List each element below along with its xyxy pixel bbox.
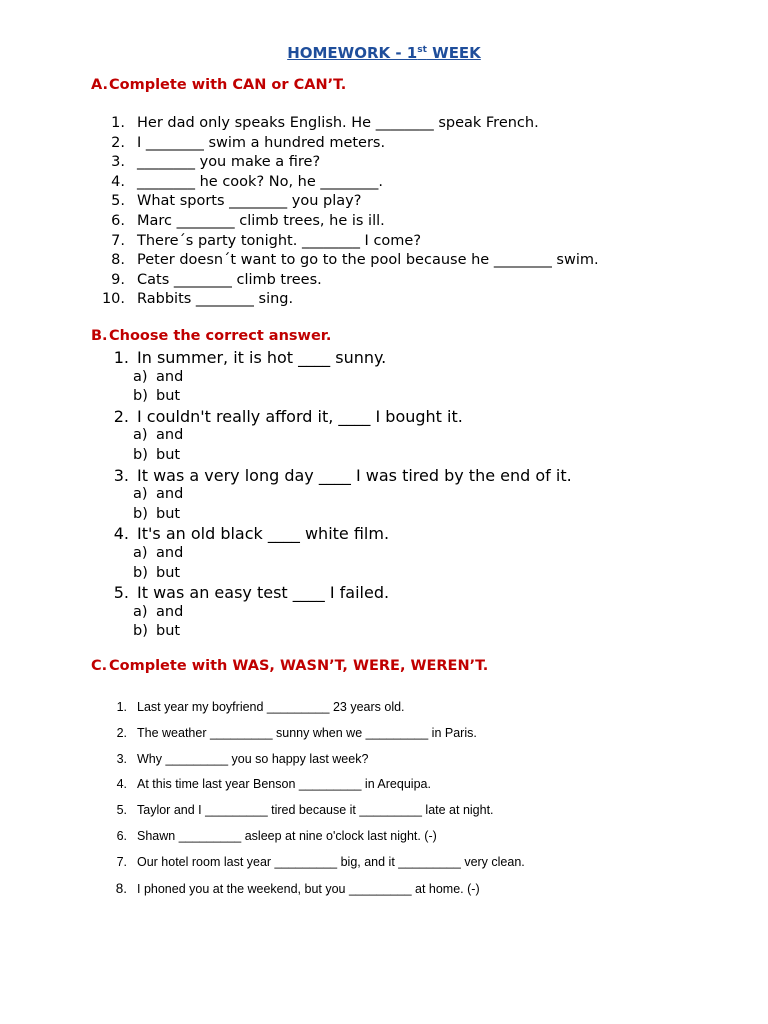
item-text: There´s party tonight. ________ I come? — [137, 232, 422, 249]
title-superscript: st — [417, 45, 427, 55]
list-item — [100, 232, 599, 252]
option-label: b) — [133, 388, 148, 405]
option-label: b) — [133, 446, 148, 463]
item-number: 3. — [116, 751, 127, 766]
question-item — [100, 524, 572, 544]
item-text: Marc ________ climb trees, he is ill. — [137, 212, 385, 229]
list-item — [100, 134, 599, 154]
title-main: HOMEWORK - 1 — [287, 44, 418, 62]
item-number: 5. — [116, 803, 127, 818]
answer-option — [100, 446, 572, 466]
question-item — [100, 407, 572, 427]
option-label: a) — [133, 368, 148, 385]
question-number: 4. — [113, 524, 129, 544]
question-text: It was a very long day ____ I was tired by the end of it. — [137, 465, 572, 485]
item-number: 1. — [116, 700, 127, 714]
option-label: b) — [133, 505, 148, 522]
section-a-heading — [91, 77, 346, 93]
option-text: but — [156, 446, 181, 463]
list-item — [100, 290, 599, 310]
option-text: and — [156, 603, 184, 620]
item-number: 7. — [111, 232, 125, 249]
question-text: It was an easy test ____ I failed. — [137, 583, 390, 603]
option-label: a) — [133, 544, 148, 561]
item-number: 9. — [111, 271, 125, 288]
item-text: At this time last year Benson _________ in Arequipa. — [137, 777, 431, 792]
list-item — [100, 251, 599, 271]
question-text: It's an old black ____ white film. — [137, 524, 390, 544]
list-item — [100, 153, 599, 173]
item-number: 1. — [111, 115, 125, 131]
item-text: Her dad only speaks English. He ________ speak French. — [137, 115, 539, 131]
item-text: The weather _________ sunny when we _________ in Paris. — [137, 725, 477, 740]
list-item — [100, 824, 525, 850]
page-title — [0, 44, 768, 62]
item-number: 6. — [116, 828, 127, 843]
list-item — [100, 721, 525, 747]
list-item — [100, 192, 599, 212]
item-text: Shawn _________ asleep at nine o'clock last night. (-) — [137, 828, 437, 843]
section-c-letter: C. — [91, 658, 108, 674]
item-text: ________ you make a fire? — [137, 154, 321, 171]
section-c-list — [100, 695, 525, 901]
section-a-letter: A. — [91, 77, 108, 93]
answer-option — [100, 564, 572, 584]
item-number: 10. — [101, 291, 125, 308]
question-number: 3. — [113, 465, 129, 485]
option-text: but — [156, 623, 181, 640]
list-item — [100, 212, 599, 232]
list-item — [100, 747, 525, 773]
item-text: Rabbits ________ sing. — [137, 291, 294, 308]
answer-option — [100, 368, 572, 388]
item-number: 7. — [116, 854, 127, 869]
item-number: 8. — [111, 252, 125, 269]
section-b-list — [100, 348, 572, 642]
item-number: 4. — [116, 777, 127, 792]
list-item — [100, 114, 599, 134]
item-text: I ________ swim a hundred meters. — [137, 134, 386, 151]
list-item — [100, 695, 525, 721]
section-a-title: Complete with CAN or CAN’T. — [109, 77, 347, 93]
answer-option — [100, 387, 572, 407]
item-text: What sports ________ you play? — [137, 193, 362, 210]
question-item — [100, 466, 572, 486]
list-item — [100, 876, 525, 902]
option-text: and — [156, 544, 184, 561]
item-number: 6. — [111, 212, 125, 229]
item-number: 2. — [111, 134, 125, 151]
list-item — [100, 798, 525, 824]
item-text: Cats ________ climb trees. — [137, 271, 322, 288]
item-number: 3. — [111, 154, 125, 171]
question-number: 5. — [113, 583, 129, 603]
list-item — [100, 173, 599, 193]
option-label: a) — [133, 603, 148, 620]
section-a-list — [100, 114, 599, 310]
item-text: Our hotel room last year _________ big, and it _________ very clean. — [137, 854, 525, 869]
list-item — [100, 850, 525, 876]
option-label: a) — [133, 427, 148, 444]
list-item — [100, 271, 599, 291]
section-b-heading — [91, 328, 331, 344]
answer-option — [100, 622, 572, 642]
item-text: Why _________ you so happy last week? — [137, 751, 369, 766]
item-text: Taylor and I _________ tired because it _________ late at night. — [137, 803, 494, 818]
item-text: Peter doesn´t want to go to the pool because he ________ swim. — [137, 252, 599, 269]
item-number: 8. — [115, 880, 127, 896]
section-c-title: Complete with WAS, WASN’T, WERE, WEREN’T. — [109, 658, 489, 674]
question-item — [100, 583, 572, 603]
item-number: 5. — [111, 193, 125, 210]
item-number: 2. — [116, 725, 127, 740]
answer-option — [100, 505, 572, 525]
option-label: b) — [133, 623, 148, 640]
question-number: 2. — [113, 406, 129, 426]
question-text: I couldn't really afford it, ____ I bought it. — [137, 406, 463, 426]
item-text: Last year my boyfriend _________ 23 years old. — [137, 700, 405, 714]
item-number: 4. — [111, 173, 125, 190]
option-text: but — [156, 564, 181, 581]
title-rest: WEEK — [426, 44, 481, 62]
option-text: and — [156, 486, 184, 503]
section-b-title: Choose the correct answer. — [109, 328, 332, 344]
option-text: but — [156, 388, 181, 405]
item-text: ________ he cook? No, he ________. — [137, 173, 384, 190]
section-c-heading — [91, 658, 488, 674]
answer-option — [100, 485, 572, 505]
option-text: and — [156, 427, 184, 444]
option-text: but — [156, 505, 181, 522]
list-item — [100, 772, 525, 798]
answer-option — [100, 544, 572, 564]
question-item — [100, 348, 572, 368]
section-b-letter: B. — [91, 328, 108, 344]
option-label: b) — [133, 564, 148, 581]
answer-option — [100, 426, 572, 446]
question-text: In summer, it is hot ____ sunny. — [137, 348, 387, 367]
option-text: and — [156, 368, 184, 385]
option-label: a) — [133, 486, 148, 503]
question-number: 1. — [113, 348, 129, 367]
answer-option — [100, 603, 572, 623]
item-text: I phoned you at the weekend, but you _________ at home. (-) — [137, 881, 480, 896]
